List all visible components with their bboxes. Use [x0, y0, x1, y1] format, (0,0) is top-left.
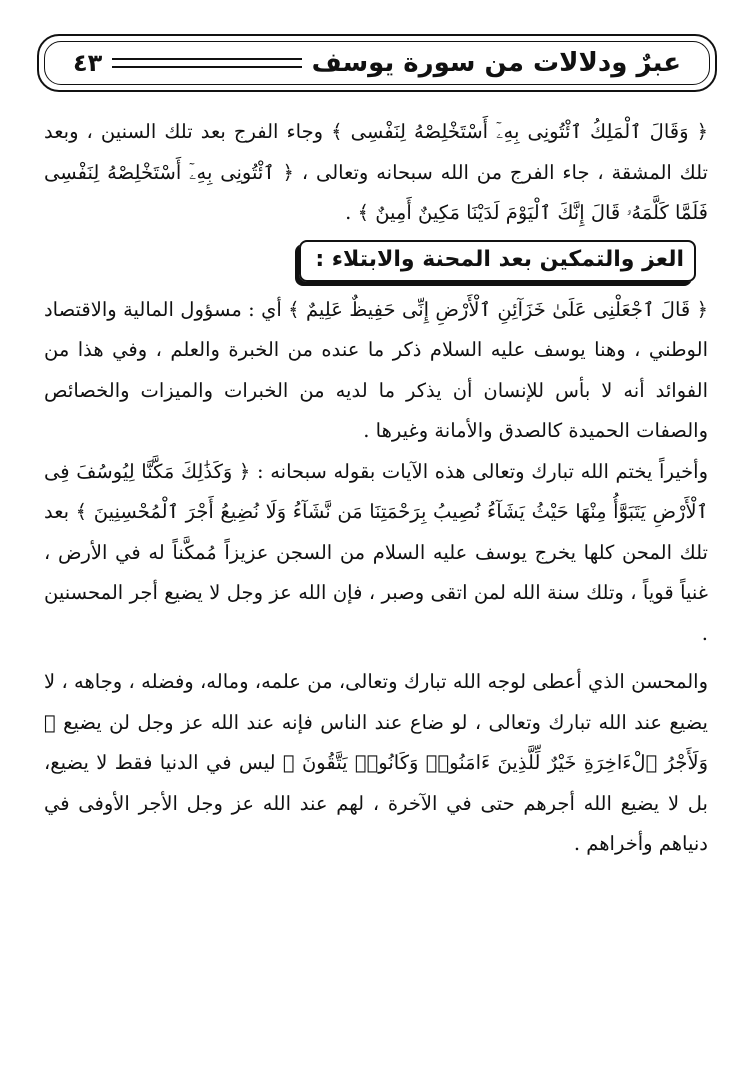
paragraph-1: ﴿ وَقَالَ ٱلْمَلِكُ ٱئْتُونِى بِهِۦٓ أَسْتَخْلِصْهُ لِنَفْسِى ﴾ وجاء الفرج بعد تلك السنين ، وبعد تلك المشقة ، جاء الفرج من الله سبحانه وتعالى ، ﴿ ٱئْتُونِى بِهِۦٓ أَسْتَخْلِصْهُ لِنَفْسِى فَلَمَّا كَلَّمَهُۥ قَالَ إِنَّكَ ٱلْيَوْمَ لَدَيْنَا مَكِينٌ أَمِينٌ ﴾ .: [44, 120, 708, 224]
page-body: [44, 112, 708, 865]
page-number: ٤٣: [73, 49, 103, 77]
paragraph-3: وأخيراً يختم الله تبارك وتعالى هذه الآيات بقوله سبحانه : ﴿ وَكَذَٰلِكَ مَكَّنَّا لِيُوسُفَ فِى ٱلْأَرْضِ يَتَبَوَّأُ مِنْهَا حَيْثُ يَشَآءُ نُصِيبُ بِرَحْمَتِنَا مَن نَّشَآءُ وَلَا نُضِيعُ أَجْرَ ٱلْمُحْسِنِينَ ﴾ بعد تلك المحن كلها يخرج يوسف عليه السلام من السجن عزيزاً مُمكَّناً له في الأرض ، غنياً قوياً ، وتلك سنة الله لمن اتقى وصبر ، فإن الله عز وجل لا يضيع أجر المحسنين .: [44, 459, 708, 645]
paragraph-2: ﴿ قَالَ ٱجْعَلْنِى عَلَىٰ خَزَآئِنِ ٱلْأَرْضِ إِنِّى حَفِيظٌ عَلِيمٌ ﴾ أي : مسؤول المالية والاقتصاد الوطني ، وهنا يوسف عليه السلام ذكر ما عنده من الخبرة والعلم ، وفي هذا من الفوائد أنه لا بأس للإنسان أن يذكر ما لديه من الخبرات والميزات والخصائص والصفات الحميدة كالصدق والأمانة وغيرها .: [44, 297, 708, 442]
page-header-inner: [44, 41, 710, 85]
book-title: عبرٌ ودلالات من سورة يوسف: [311, 48, 681, 78]
section-heading: العز والتمكين بعد المحنة والابتلاء :: [299, 240, 696, 282]
paragraph-4: والمحسن الذي أعطى لوجه الله تبارك وتعالى، من علمه، وماله، وفضله ، وجاهه ، لا يضيع عند الله تبارك وتعالى ، لو ضاع عند الناس فإنه عند الله عز وجل لن يضيع ﴿ وَلَأَجْرُ ٱلْءَاخِرَةِ خَيْرٌ لِّلَّذِينَ ءَامَنُوا۟ وَكَانُوا۟ يَتَّقُونَ ﴾ ليس في الدنيا فقط لا يضيع، بل لا يضيع الله أجرهم حتى في الآخرة ، لهم عند الله عز وجل الأجر الأوفى في دنياهم وأخراهم .: [44, 670, 708, 855]
header-divider: [112, 58, 301, 68]
page-header: [37, 34, 717, 92]
